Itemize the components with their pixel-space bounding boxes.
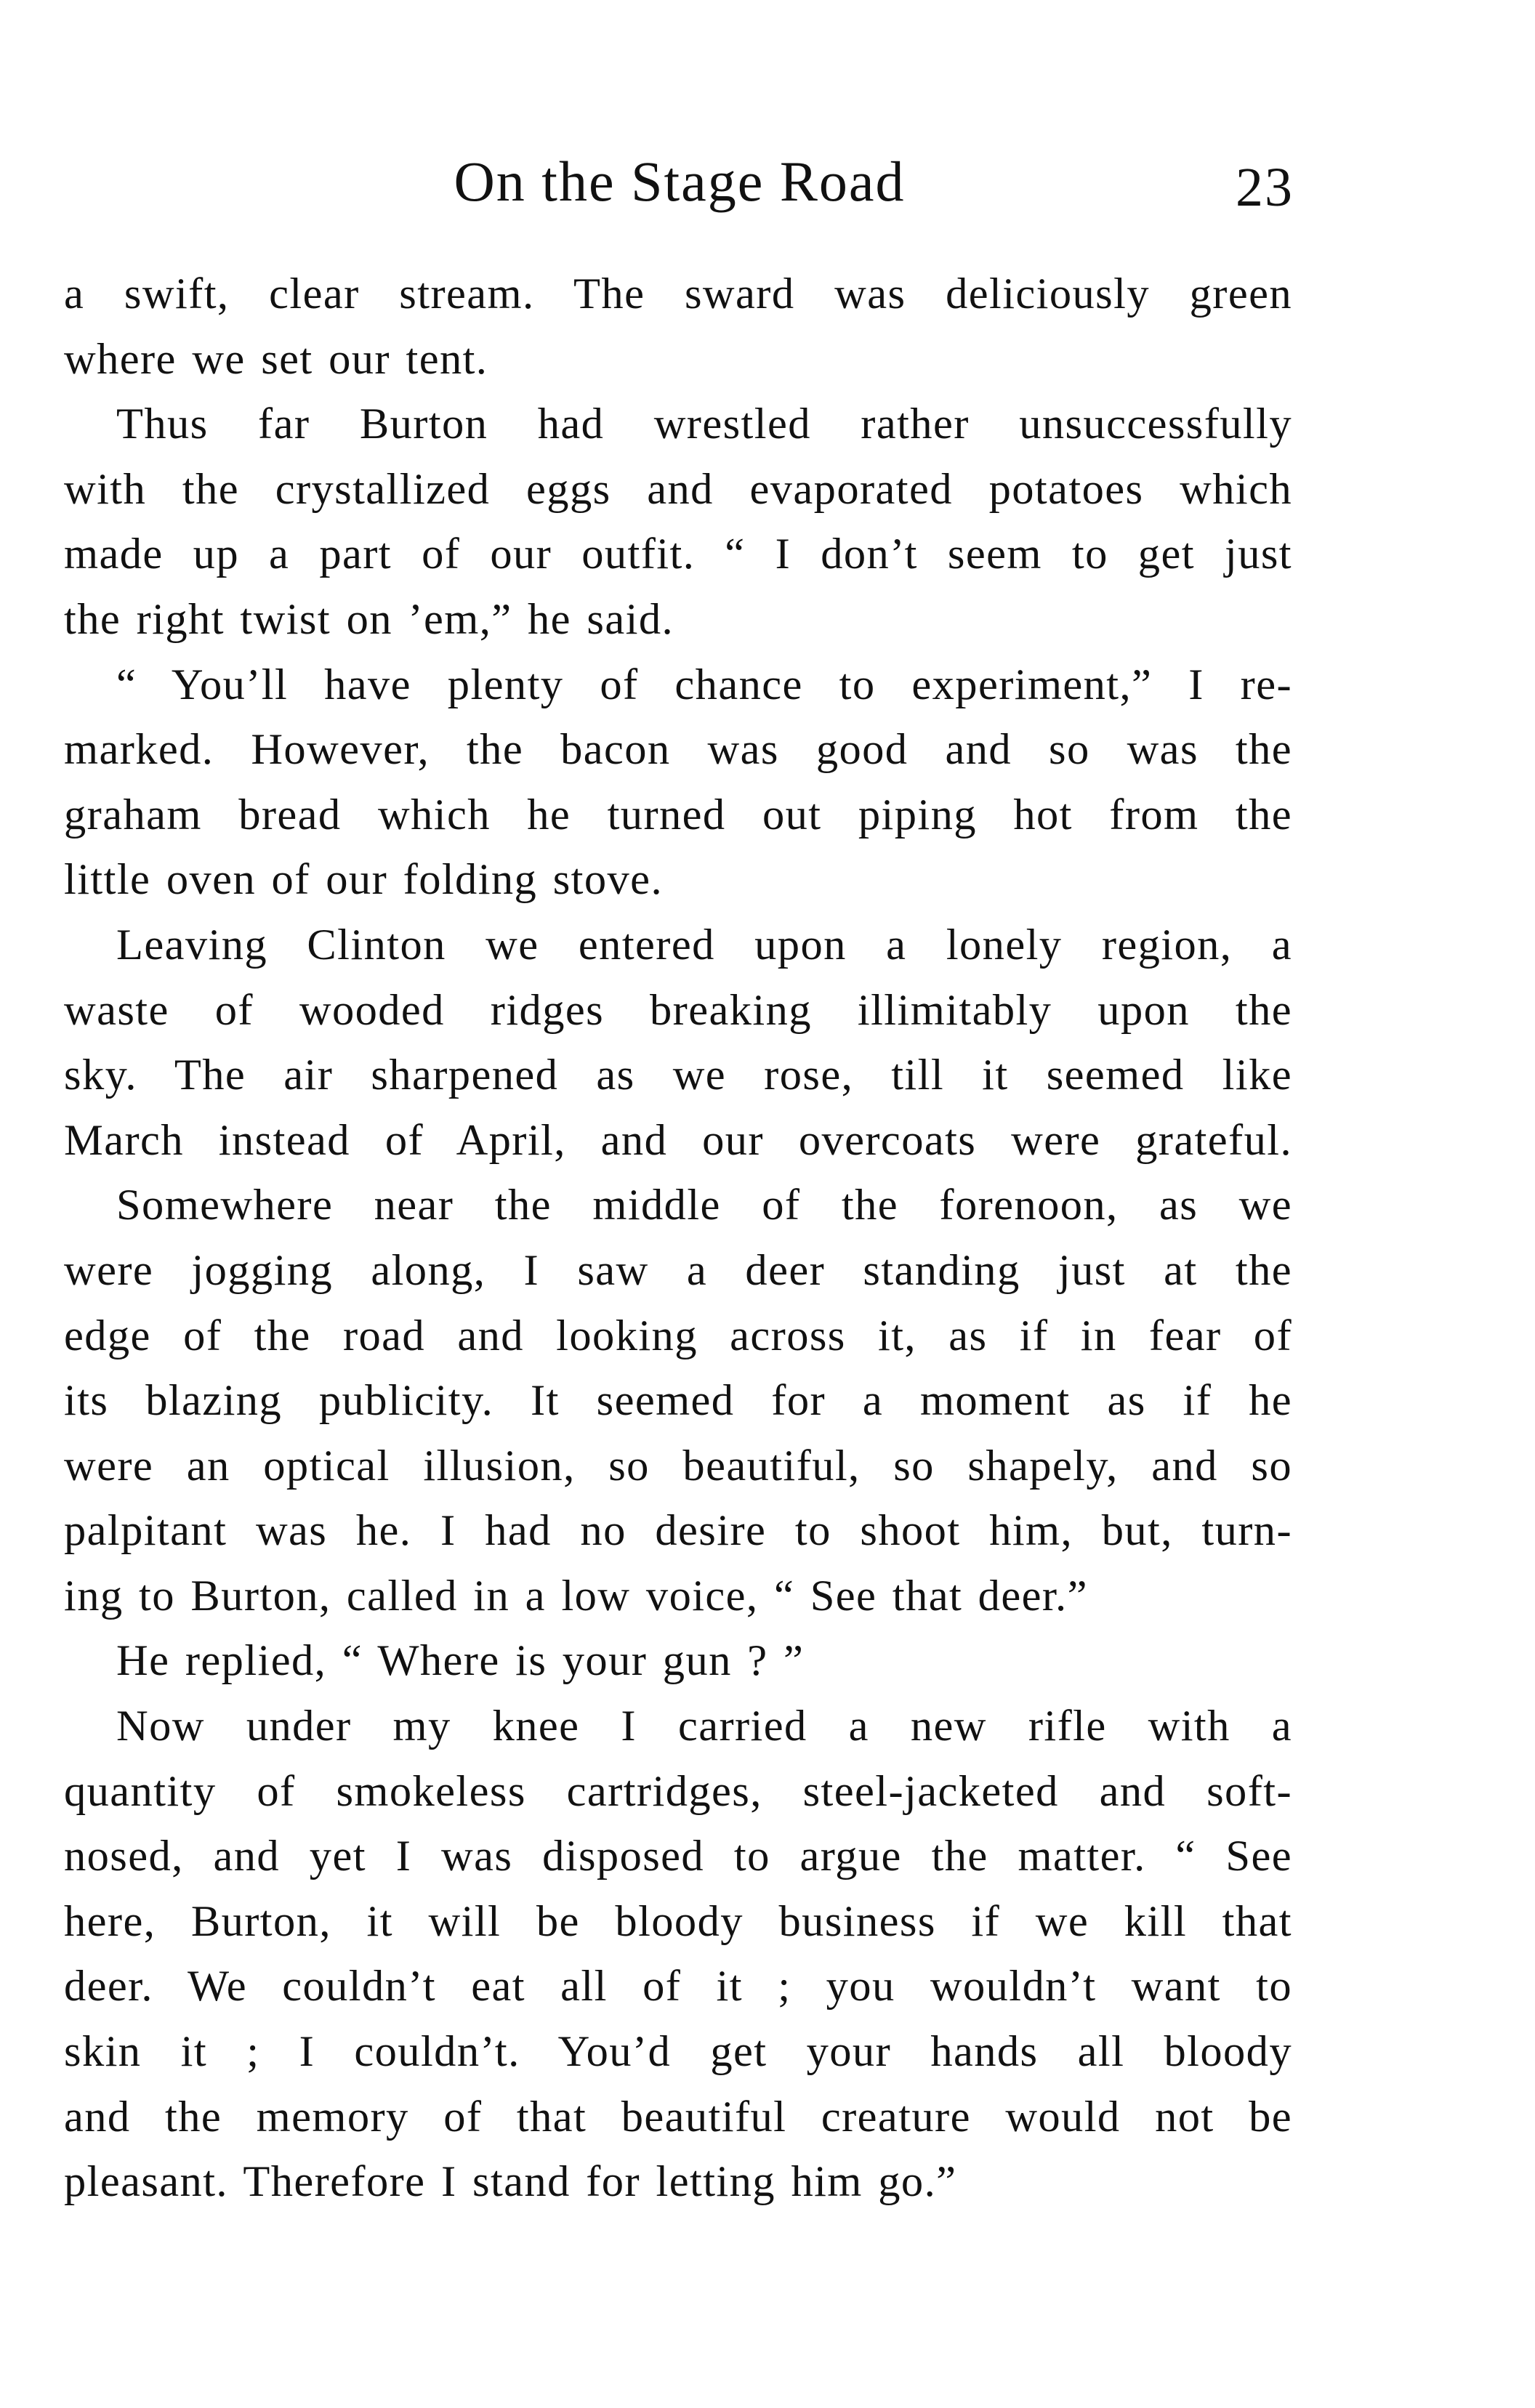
text-line: He replied, “ Where is your gun ? ” <box>116 1636 805 1686</box>
text-line: quantity of smokeless cartridges, steel-jacketed and soft- <box>64 1766 1292 1816</box>
text-line: were jogging along, I saw a deer standing just at the <box>64 1245 1292 1295</box>
text-line: Leaving Clinton we entered upon a lonely region, a <box>116 920 1292 969</box>
text-line: with the crystallized eggs and evaporated potatoes which <box>64 464 1292 514</box>
text-line: Thus far Burton had wrestled rather unsuccessfully <box>116 400 1292 449</box>
text-line: March instead of April, and our overcoats were grateful. <box>64 1115 1292 1165</box>
text-line: nosed, and yet I was disposed to argue the matter. “ See <box>64 1832 1292 1881</box>
text-line: and the memory of that beautiful creature would not be <box>64 2092 1292 2141</box>
running-head <box>65 149 1294 229</box>
text-line: waste of wooded ridges breaking illimitably upon the <box>64 985 1292 1035</box>
text-line: graham bread which he turned out piping hot from the <box>64 790 1292 839</box>
text-line: palpitant was he. I had no desire to shoot him, but, turn- <box>64 1506 1292 1556</box>
text-line: Now under my knee I carried a new rifle with a <box>116 1702 1292 1751</box>
text-line: here, Burton, it will be bloody business if we kill that <box>64 1896 1292 1946</box>
paragraph <box>64 262 1292 392</box>
body-text <box>64 262 1292 2215</box>
paragraph <box>64 1694 1292 2215</box>
text-line: deer. We couldn’t eat all of it ; you wouldn’t want to <box>64 1962 1292 2011</box>
text-line: sky. The air sharpened as we rose, till it seemed like <box>64 1051 1292 1100</box>
text-line: the right twist on ’em,” he said. <box>64 594 674 644</box>
text-line: skin it ; I couldn’t. You’d get your hands all bloody <box>64 2027 1292 2077</box>
text-line: edge of the road and looking across it, as if in fear of <box>64 1311 1292 1360</box>
text-line: were an optical illusion, so beautiful, so shapely, and so <box>64 1441 1292 1490</box>
text-line: “ You’ll have plenty of chance to experiment,” I re- <box>116 660 1292 709</box>
paragraph <box>64 1628 1292 1694</box>
text-line: little oven of our folding stove. <box>64 855 663 905</box>
text-line: marked. However, the bacon was good and so was the <box>64 725 1292 775</box>
paragraph <box>64 392 1292 652</box>
text-line: made up a part of our outfit. “ I don’t seem to get just <box>64 530 1292 579</box>
text-line: ing to Burton, called in a low voice, “ See that deer.” <box>64 1571 1088 1620</box>
text-line: its blazing publicity. It seemed for a moment as if he <box>64 1376 1292 1426</box>
text-line: where we set our tent. <box>64 334 488 384</box>
text-line: Somewhere near the middle of the forenoon, as we <box>116 1181 1292 1230</box>
running-title: On the Stage Road <box>454 150 906 213</box>
paragraph <box>64 652 1292 913</box>
text-line: pleasant. Therefore I stand for letting him go.” <box>64 2157 957 2207</box>
text-line: a swift, clear stream. The sward was deliciously green <box>64 270 1292 318</box>
paragraph <box>64 1173 1292 1628</box>
page-number: 23 <box>1236 157 1294 218</box>
paragraph <box>64 913 1292 1173</box>
